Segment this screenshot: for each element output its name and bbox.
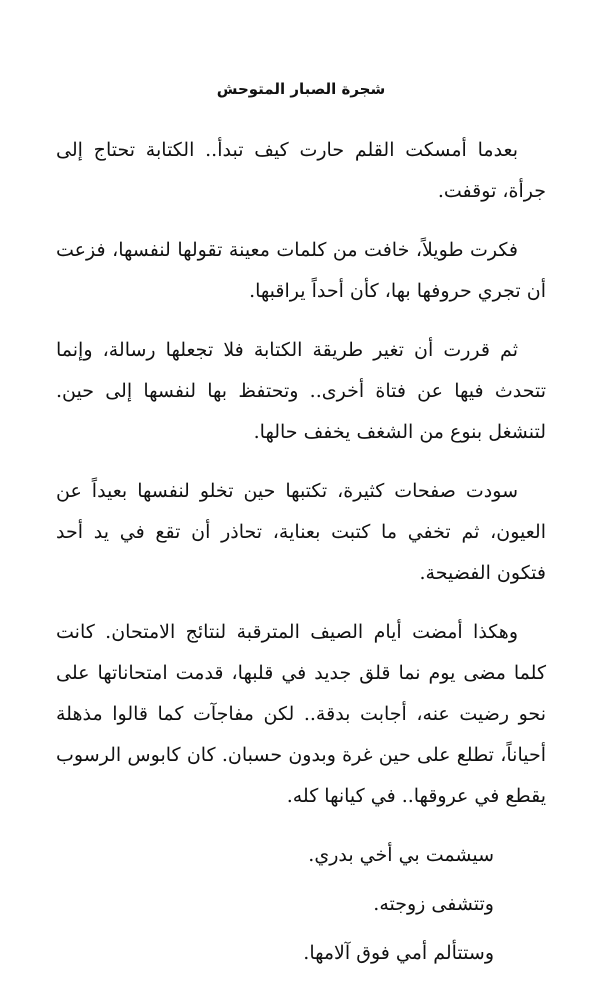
- paragraph-1: بعدما أمسكت القلم حارت كيف تبدأ.. الكتابة تحتاج إلى جرأة، توقفت.: [56, 139, 546, 202]
- short-line-1: سيشمت بي أخي بدري.: [308, 844, 494, 866]
- paragraph-3: ثم قررت أن تغير طريقة الكتابة فلا تجعلها رسالة، وإنما تتحدث فيها عن فتاة أخرى.. وتحتفظ بها لنفسها إلى حين. لتنشغل بنوع من الشغف يخفف حالها.: [56, 339, 546, 443]
- paragraph-2: فكرت طويلاً، خافت من كلمات معينة تقولها لنفسها، فزعت أن تجري حروفها بها، كأن أحداً يراقبها.: [56, 239, 546, 302]
- short-line-2: وتتشفى زوجته.: [373, 893, 494, 915]
- chapter-title: شجرة الصبار المتوحش: [216, 80, 386, 98]
- paragraph-5: وهكذا أمضت أيام الصيف المترقبة لنتائج الامتحان. كانت كلما مضى يوم نما قلق جديد في قلبها، قدمت امتحاناتها على نحو رضيت عنه، أجابت بدقة.. لكن مفاجآت كما قالوا مذهلة أحياناً، تطلع على حين غرة وبدون حسبان. كان كابوس الرسوب يقطع في عروقها.. في كيانها كله.: [56, 621, 546, 807]
- paragraph-4: سودت صفحات كثيرة، تكتبها حين تخلو لنفسها بعيداً عن العيون، ثم تخفي ما كتبت بعناية، تحاذر أن تقع في يد أحد فتكون الفضيحة.: [56, 480, 546, 584]
- short-line-3: وستتألم أمي فوق آلامها.: [303, 942, 494, 964]
- body-text: [56, 130, 546, 982]
